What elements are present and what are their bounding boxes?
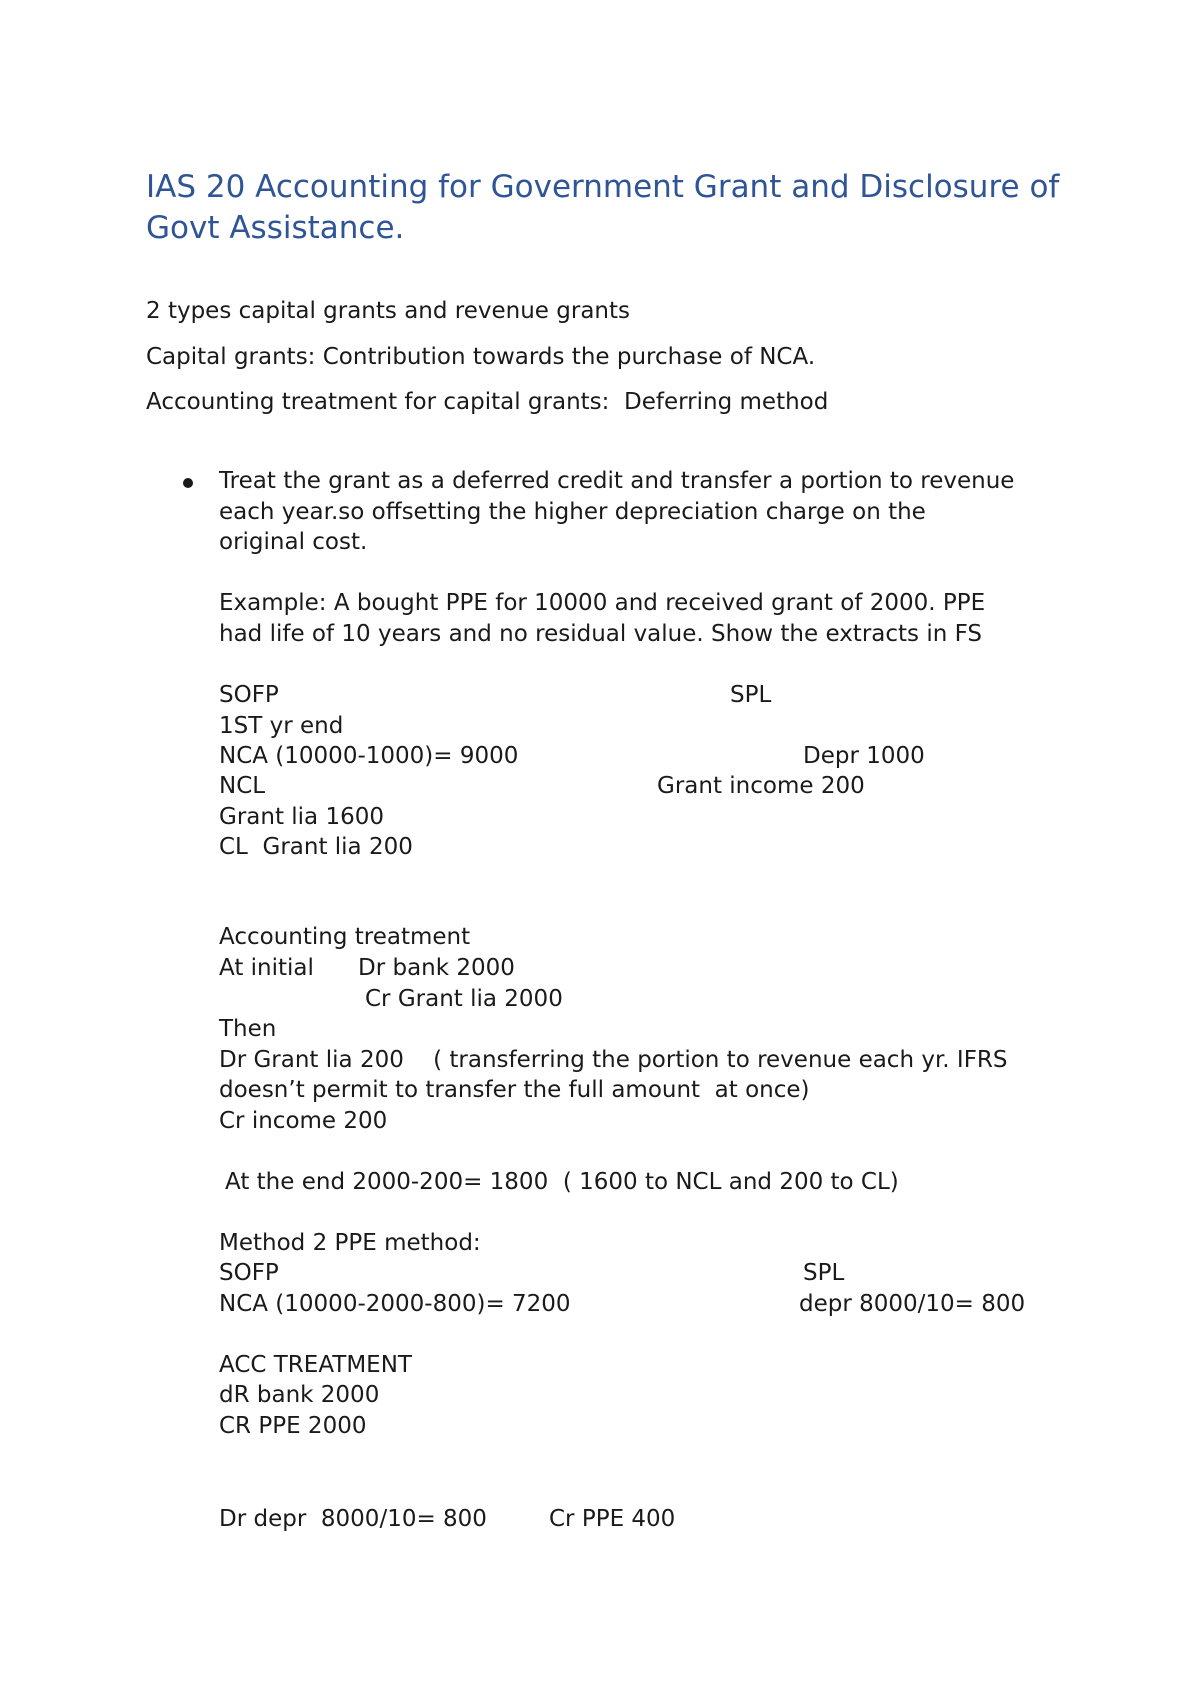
- ncl-label: NCL: [219, 773, 266, 799]
- method2-cr-ppe-400: Cr PPE 400: [549, 1506, 676, 1532]
- example-line: had life of 10 years and no residual value. Show the extracts in FS: [219, 621, 983, 647]
- sofp-heading: SOFP: [219, 682, 279, 708]
- spl-heading: SPL: [730, 682, 772, 708]
- method2-depr-value: depr 8000/10= 800: [799, 1291, 1026, 1317]
- grant-lia-ncl: Grant lia 1600: [219, 804, 384, 830]
- nca-value: NCA (10000-1000)= 9000: [219, 743, 519, 769]
- method2-nca-value: NCA (10000-2000-800)= 7200: [219, 1291, 571, 1317]
- method2-heading: Method 2 PPE method:: [219, 1230, 481, 1256]
- dr-bank-entry: Dr bank 2000: [358, 955, 515, 981]
- bullet-text-line: original cost.: [219, 529, 368, 555]
- method2-dr-bank: dR bank 2000: [219, 1382, 380, 1408]
- intro-line-treatment: Accounting treatment for capital grants: Deferring method: [146, 389, 829, 415]
- treatment-heading: Accounting treatment: [219, 924, 471, 950]
- intro-line-capital-grants: Capital grants: Contribution towards the purchase of NCA.: [146, 344, 816, 370]
- acc-treatment-heading: ACC TREATMENT: [219, 1352, 412, 1378]
- at-end-line: At the end 2000-200= 1800 ( 1600 to NCL and 200 to CL): [225, 1169, 899, 1195]
- bullet-icon: [183, 478, 193, 488]
- then-label: Then: [219, 1016, 277, 1042]
- initial-label: At initial: [219, 955, 314, 981]
- bullet-text-line: each year.so offsetting the higher depreciation charge on the: [219, 499, 926, 525]
- example-line: Example: A bought PPE for 10000 and received grant of 2000. PPE: [219, 590, 986, 616]
- method2-dr-depr: Dr depr 8000/10= 800: [219, 1506, 487, 1532]
- dr-grant-entry: Dr Grant lia 200 ( transferring the portion to revenue each yr. IFRS: [219, 1047, 1008, 1073]
- cr-income-entry: Cr income 200: [219, 1108, 388, 1134]
- grant-income-value: Grant income 200: [657, 773, 865, 799]
- intro-line-types: 2 types capital grants and revenue grants: [146, 298, 630, 324]
- method2-sofp-heading: SOFP: [219, 1260, 279, 1286]
- method2-spl-heading: SPL: [803, 1260, 845, 1286]
- year-label: 1ST yr end: [219, 713, 344, 739]
- cr-grant-entry: Cr Grant lia 2000: [365, 986, 563, 1012]
- method2-cr-ppe: CR PPE 2000: [219, 1413, 367, 1439]
- dr-grant-note: doesn’t permit to transfer the full amount at once): [219, 1077, 810, 1103]
- bullet-text-line: Treat the grant as a deferred credit and transfer a portion to revenue: [219, 468, 1015, 494]
- grant-lia-cl: CL Grant lia 200: [219, 834, 413, 860]
- page-title: IAS 20 Accounting for Government Grant and Disclosure of Govt Assistance.: [146, 169, 1060, 246]
- depr-value: Depr 1000: [803, 743, 925, 769]
